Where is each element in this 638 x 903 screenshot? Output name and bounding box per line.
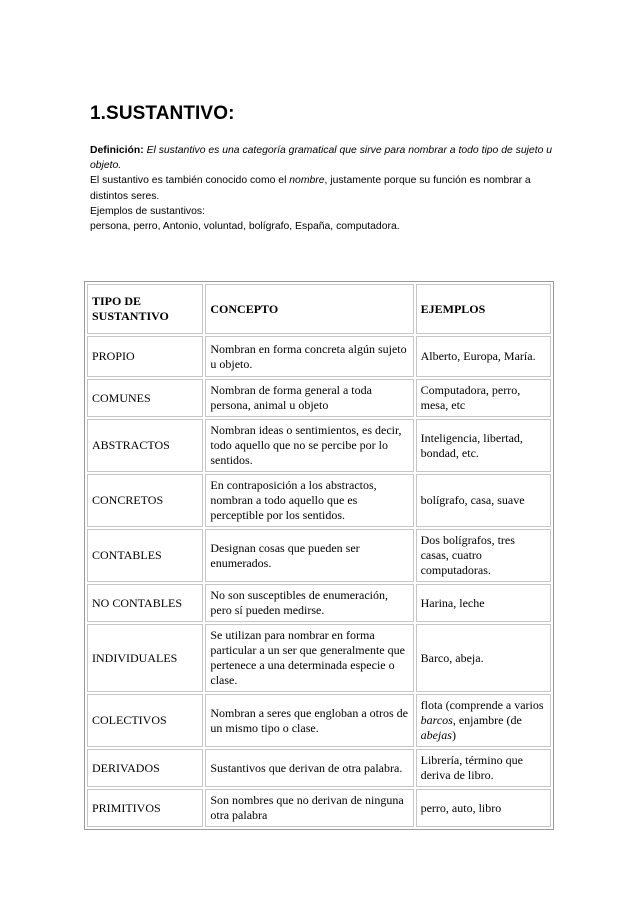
page-title: 1.SUSTANTIVO: (90, 103, 235, 124)
cell-ejemplos: Computadora, perro, mesa, etc (416, 379, 551, 417)
table-row (87, 789, 551, 827)
definition-paragraph (90, 143, 560, 173)
table-row (87, 529, 551, 582)
examples-list: persona, perro, Antonio, voluntad, bolígrafo, España, computadora. (90, 221, 400, 233)
definition-text: El sustantivo es una categoría gramatical que sirve para nombrar a todo tipo de sujeto u objeto. (90, 145, 553, 172)
cell-tipo: INDIVIDUALES (87, 624, 203, 692)
cell-ejemplos: Harina, leche (416, 584, 551, 622)
ejemplo-part: ) (451, 728, 456, 742)
table-row (87, 624, 551, 692)
cell-concepto: No son susceptibles de enumeración, pero sí pueden medirse. (205, 584, 413, 622)
table-row (87, 749, 551, 787)
cell-concepto: Nombran a seres que engloban a otros de un mismo tipo o clase. (205, 694, 413, 747)
cell-ejemplos: bolígrafo, casa, suave (416, 474, 551, 527)
ejemplo-part: , enjambre (de (452, 713, 522, 727)
cell-ejemplos: Inteligencia, libertad, bondad, etc. (416, 419, 551, 472)
table-row (87, 419, 551, 472)
ejemplo-italic: barcos (420, 713, 453, 727)
sentence-before: El sustantivo es también conocido como el (90, 175, 290, 187)
cell-tipo: PROPIO (87, 336, 203, 377)
cell-tipo: PRIMITIVOS (87, 789, 203, 827)
cell-concepto: Nombran ideas o sentimientos, es decir, todo aquello que no se percibe por lo sentidos. (205, 419, 413, 472)
cell-concepto: Son nombres que no derivan de ninguna otra palabra (205, 789, 413, 827)
nombre-paragraph (90, 173, 560, 203)
cell-tipo: DERIVADOS (87, 749, 203, 787)
cell-tipo: CONTABLES (87, 529, 203, 582)
cell-tipo: CONCRETOS (87, 474, 203, 527)
sentence-after: , justamente porque su función es nombrar a distintos seres. (90, 175, 531, 202)
ejemplo-italic: abejas (420, 728, 452, 742)
ejemplo-part: flota (comprende a varios (420, 698, 544, 712)
cell-tipo: ABSTRACTOS (87, 419, 203, 472)
cell-tipo: COMUNES (87, 379, 203, 417)
table-row (87, 474, 551, 527)
header-ejemplos: EJEMPLOS (416, 284, 551, 334)
table-row (87, 694, 551, 747)
cell-concepto: Nombran en forma concreta algún sujeto u objeto. (205, 336, 413, 377)
cell-concepto: En contraposición a los abstractos, nombran a todo aquello que es perceptible por los sentidos. (205, 474, 413, 527)
cell-concepto: Nombran de forma general a toda persona, animal u objeto (205, 379, 413, 417)
cell-ejemplos: Barco, abeja. (416, 624, 551, 692)
cell-ejemplos (416, 694, 551, 747)
cell-concepto: Designan cosas que pueden ser enumerados. (205, 529, 413, 582)
table-row (87, 379, 551, 417)
intro-text (90, 143, 560, 234)
header-concepto: CONCEPTO (205, 284, 413, 334)
cell-ejemplos: Alberto, Europa, María. (416, 336, 551, 377)
examples-label: Ejemplos de sustantivos: (90, 205, 205, 217)
sentence-italic: nombre (289, 175, 325, 187)
cell-tipo: NO CONTABLES (87, 584, 203, 622)
table-row (87, 584, 551, 622)
cell-concepto: Se utilizan para nombrar en forma particular a un ser que generalmente que pertenece a una determinada especie o clase. (205, 624, 413, 692)
cell-ejemplos: Librería, término que deriva de libro. (416, 749, 551, 787)
header-tipo: TIPO DE SUSTANTIVO (87, 284, 203, 334)
table-header-row (87, 284, 551, 334)
cell-ejemplos: perro, auto, libro (416, 789, 551, 827)
cell-tipo: COLECTIVOS (87, 694, 203, 747)
cell-concepto: Sustantivos que derivan de otra palabra. (205, 749, 413, 787)
table-row (87, 336, 551, 377)
noun-types-table (84, 281, 554, 830)
cell-ejemplos: Dos bolígrafos, tres casas, cuatro computadoras. (416, 529, 551, 582)
definition-label: Definición: (90, 145, 144, 156)
